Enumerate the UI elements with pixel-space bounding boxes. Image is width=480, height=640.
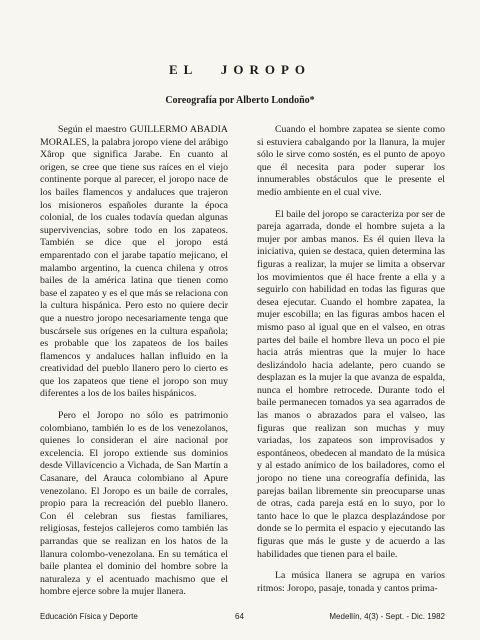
paragraph: Cuando el hombre zapatea se siente como si estuviera cabalgando por la llanura, la mujer sólo le sirve como sostén, es el punto de apoyo que él necesita para poder superar los innumerables obstáculos que le presente el medio ambiente en el cual vive. [257, 124, 445, 198]
left-column [40, 124, 228, 608]
right-column [257, 124, 445, 604]
page-number: 64 [235, 612, 244, 621]
journal-name: Educación Física y Deporte [40, 612, 138, 621]
page-footer [40, 612, 445, 624]
paragraph: La música llanera se agrupa en varios ritmos: Joropo, pasaje, tonada y cantos prima- [257, 570, 445, 594]
paragraph: Según el maestro GUILLERMO ABADIA MORALES, la palabra joropo viene del arábigo Xârop que significa Jarabe. En cuanto al origen, se cree que tiene sus raíces en el viejo continente porque al parecer, el joropo nace de los bailes flamencos y andaluces que trajeron los misioneros españoles durante la época colonial, de los cuales todavía quedan algunas supervivencias, sobre todo en los zapateos. También se dice que el joropo está emparentado con el jarabe tapatío mejicano, el malambo argentino, la cuenca chilena y otros bailes de la américa latina que tienen como base el zapateo y es el que más se relaciona con la cultura hispánica. Pero esto no quiere decir que a nuestro joropo necesariamente tenga que buscársele sus orígenes en la cultura española; es probable que los zapateos de los bailes flamencos y andaluces hallan influido en la creatividad del pueblo llanero pero lo cierto es que los zapateos que tiene el joropo son muy diferentes a los de los bailes hispánicos. [40, 124, 228, 400]
article-subtitle: Coreografía por Alberto Londoño* [165, 95, 315, 106]
issue-info: Medellín, 4(3) - Sept. - Dic. 1982 [329, 612, 445, 621]
paragraph: Pero el Joropo no sólo es patrimonio colombiano, también lo es de los venezolanos, quienes lo consideran el aire nacional por excelencia. El joropo extiende sus dominios desde Villavicencio a Vichada, de San Martín a Casanare, del Arauca colombiano al Apure venezolano. El Joropo es un baile de corrales, propio para la recreación del pueblo llanero. Con él celebran sus fiestas familiares, religiosas, festejos callejeros como también las parrandas que se realizan en los hatos de la llanura colombo-venezolana. En su temática el baile plantea el dominio del hombre sobre la naturaleza y el acentuado machismo que el hombre ejerce sobre la mujer llanera. [40, 410, 228, 598]
article-title: EL JOROPO [168, 62, 312, 77]
paragraph: El baile del joropo se caracteriza por ser de pareja agarrada, donde el hombre sujeta a la mujer por ambas manos. Es él quien lleva la iniciativa, quien se destaca, quien determina las figuras a realizar, la mujer se limita a observar los movimientos que él hace frente a ella y a seguirlo con habilidad en todas las figuras que desea ejecutar. Cuando el hombre zapatea, la mujer escobilla; en las figuras ambos hacen el mismo paso al igual que en el valseo, en otras partes del baile el hombre lleva un poco el pie hacia atrás mientras que la mujer lo hace deslizándolo hacia adelante, pero cuando se desplazan es la mujer la que avanza de espalda, nunca el hombre retrocede. Durante todo el baile permanecen tomados ya sea agarrados de las manos o abrazados para el valseo, las figuras que realizan son muchas y muy variadas, los zapateos son improvisados y espontáneos, obedecen al mandato de la música y al estado anímico de los bailadores, como el joropo no tiene una coreografía definida, las parejas bailan libremente sin preocuparse unas de otras, cada pareja está en lo suyo, por lo tanto hace lo que le plazca desplazándose por donde se lo permita el espacio y ejecutando las figuras que más le guste y de acuerdo a las habilidades que tienen para el baile. [257, 208, 445, 560]
